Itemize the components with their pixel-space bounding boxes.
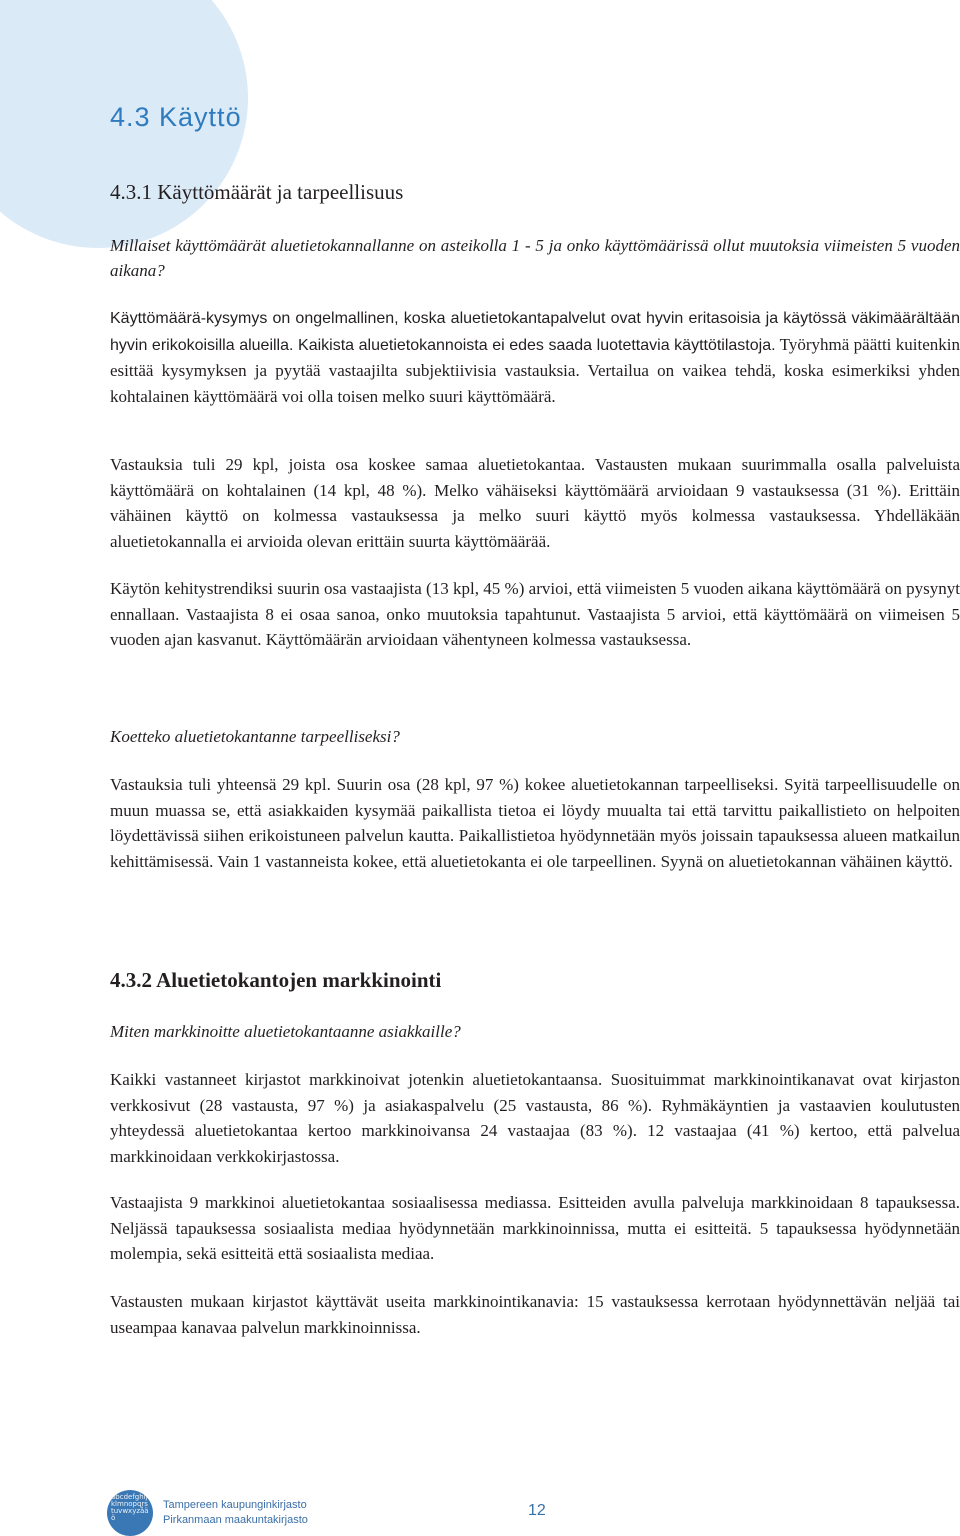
- section-title-4-3-2: 4.3.2 Aluetietokantojen markkinointi: [110, 968, 442, 992]
- library-logo: [107, 1490, 153, 1536]
- paragraph-multiple-channels: Vastausten mukaan kirjastot käyttävät useita markkinointikanavia: 15 vastauksessa kerrotaan hyödynnettävän neljää tai useampaa kanavaa palvelun markkinoinnissa.: [110, 1292, 960, 1337]
- paragraph-usage-problem-part1: Käyttömäärä-kysymys on ongelmallinen, koska aluetietokantapalvelut ovat hyvin eritasoisia ja käytössä väkimäärältään hyvin erikokoisilla alueilla. Kaikista aluetietokannoista ei edes saada luotettavia käyttötilastoja.: [110, 310, 960, 354]
- paragraph-necessity: Vastauksia tuli yhteensä 29 kpl. Suurin osa (28 kpl, 97 %) kokee aluetietokannan tarpeelliseksi. Syitä tarpeellisuudelle on muun muassa se, että asiakkaiden kysymää paikallista tietoa ei löydy muualta tai että tarvittu paikallistieto on helpoiten löydettävissä siihen erikoistuneen palvelun kautta. Paikallistietoa hyödynnetään myös joissain tapauksessa alueen matkailun kehittämisessä. Vain 1 vastanneista kokee, että aluetietokanta ei ole tarpeellinen. Syynä on aluetietokannan vähäinen käyttö.: [110, 775, 960, 871]
- question-necessity: Koetteko aluetietokantanne tarpeelliseksi?: [110, 727, 400, 746]
- paragraph-marketing-channels: Kaikki vastanneet kirjastot markkinoivat jotenkin aluetietokantaansa. Suosituimmat markkinointikanavat ovat kirjaston verkkosivut (28 vastausta, 97 %) ja asiakaspalvelu (25 vastausta, 86 %). Ryhmäkäyntien ja vastaavien koulutusten yhteydessä aluetietokantaa kertoo markkinoivansa 24 vastaajaa (83 %). 12 vastaajaa (41 %) kertoo, että palvelua markkinoidaan verkkokirjastossa.: [110, 1070, 960, 1166]
- paragraph-usage-problem-part2: Työryhmä päätti kuitenkin esittää kysymyksen ja pyytää vastaajilta subjektiivisia vastauksia. Vertailua on vaikea tehdä, koska esimerkiksi yhden kohtalainen käyttömäärä voi olla toisen melko suuri käyttömäärä.: [110, 334, 960, 406]
- paragraph-social-media: Vastaajista 9 markkinoi aluetietokantaa sosiaalisessa mediassa. Esitteiden avulla palveluja markkinoidaan 8 tapauksessa. Neljässä tapauksessa sosiaalista mediaa hyödynnetään markkinoinnissa, mutta ei esitteitä. 5 tapauksessa hyödynnetään molempia, sekä esitteitä että sosiaalista mediaa.: [110, 1193, 960, 1263]
- paragraph-usage-results: Vastauksia tuli 29 kpl, joista osa koskee samaa aluetietokantaa. Vastausten mukaan suurimmalla osalla palveluista käyttömäärä on kohtalainen (14 kpl, 48 %). Melko vähäiseksi käyttömäärä arvioidaan 9 vastauksessa (31 %). Erittäin vähäinen käyttö on kolmessa vastauksessa ja melko suuri käyttö myös kolmessa vastauksessa. Yhdelläkään aluetietokannalla ei arvioida olevan erittäin suurta käyttömäärää.: [110, 455, 960, 551]
- paragraph-usage-trend: Käytön kehitystrendiksi suurin osa vastaajista (13 kpl, 45 %) arvioi, että viimeisten 5 vuoden aikana käyttömäärä on pysynyt ennallaan. Vastaajista 8 ei osaa sanoa, onko muutoksia tapahtunut. Vastaajista 5 arvioi, että käyttömäärä on viimeisen 5 vuoden ajan kasvanut. Käyttömäärän arvioidaan vähentyneen kolmessa vastauksessa.: [110, 579, 960, 649]
- paragraph-usage-problem: [110, 305, 960, 409]
- question-usage: Millaiset käyttömäärät aluetietokannallanne on asteikolla 1 - 5 ja onko käyttömäärissä ollut muutoksia viimeisten 5 vuoden aikana?: [110, 236, 960, 280]
- page-number: 12: [528, 1502, 546, 1519]
- footer-line-2: Pirkanmaan maakuntakirjasto: [163, 1514, 308, 1526]
- logo-letters: abcdefghijklmnopqrstuvwxyzåäö: [111, 1493, 149, 1522]
- question-marketing: Miten markkinoitte aluetietokantaanne asiakkaille?: [110, 1022, 461, 1041]
- footer-publisher: [163, 1498, 308, 1528]
- chapter-heading: 4.3 Käyttö: [110, 102, 242, 132]
- section-title-4-3-1: 4.3.1 Käyttömäärät ja tarpeellisuus: [110, 180, 404, 204]
- footer-line-1: Tampereen kaupunginkirjasto: [163, 1499, 307, 1511]
